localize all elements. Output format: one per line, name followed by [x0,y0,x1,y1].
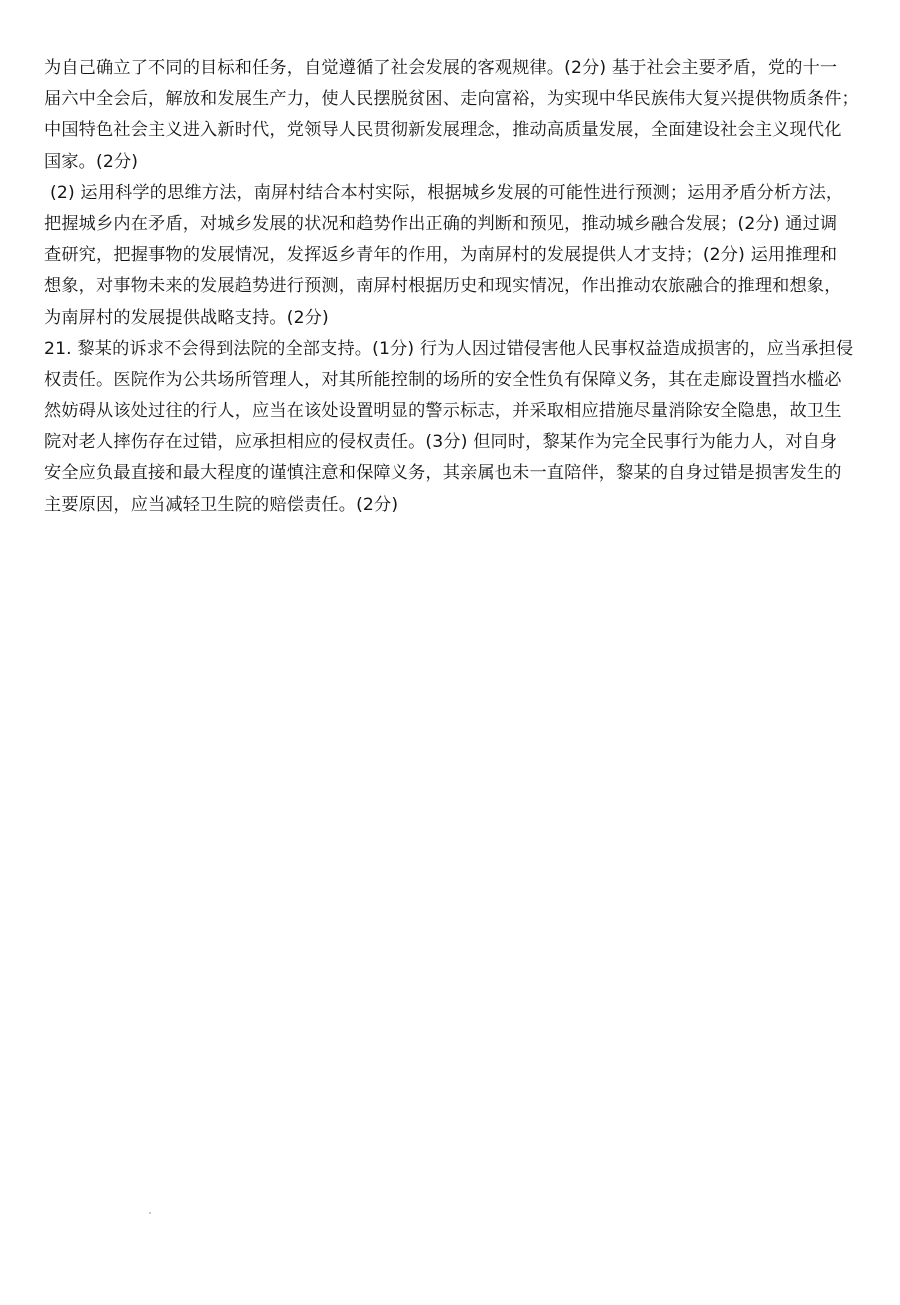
text-line: 国家。(2分) [44,151,139,172]
text-line: 权责任。医院作为公共场所管理人，对其所能控制的场所的安全性负有保障义务，其在走廊设置挡水槛必 [44,369,842,390]
text-line: 然妨碍从该处过往的行人，应当在该处设置明显的警示标志，并采取相应措施尽量消除安全隐患，故卫生 [44,401,842,422]
paragraph-answer-1-continuation [44,53,859,178]
text-line: 把握城乡内在矛盾，对城乡发展的状况和趋势作出正确的判断和预见，推动城乡融合发展；(2分) 通过调 [44,213,838,234]
answer-text-body [44,53,859,521]
text-line: 查研究，把握事物的发展情况，发挥返乡青年的作用，为南屏村的发展提供人才支持；(2分) 运用推理和 [44,245,838,266]
text-line: 想象，对事物未来的发展趋势进行预测，南屏村根据历史和现实情况，作出推动农旅融合的推理和想象， [44,276,842,297]
text-line: 为南屏村的发展提供战略支持。(2分) [44,307,329,328]
text-line: 为自己确立了不同的目标和任务，自觉遵循了社会发展的客观规律。(2分) 基于社会主要矛盾，党的十一 [44,58,838,78]
text-line: (2) 运用科学的思维方法，南屏村结合本村实际，根据城乡发展的可能性进行预测；运用矛盾分析方法， [50,182,844,203]
text-line: 院对老人摔伤存在过错，应承担相应的侵权责任。(3分) 但同时，黎某作为完全民事行为能力人，对自身 [44,432,838,453]
scan-speck [149,1212,151,1214]
text-line: 21. 黎某的诉求不会得到法院的全部支持。(1分) 行为人因过错侵害他人民事权益造成损害的，应当承担侵 [44,338,854,359]
paragraph-question-21-answer [44,334,854,521]
paragraph-answer-2 [44,178,854,334]
text-line: 中国特色社会主义进入新时代，党领导人民贯彻新发展理念，推动高质量发展，全面建设社会主义现代化 [44,120,842,141]
text-line: 主要原因，应当减轻卫生院的赔偿责任。(2分) [44,494,399,515]
text-line: 届六中全会后，解放和发展生产力，使人民摆脱贫困、走向富裕，为实现中华民族伟大复兴提供物质条件； [44,89,859,110]
text-line: 安全应负最直接和最大程度的谨慎注意和保障义务，其亲属也未一直陪伴，黎某的自身过错是损害发生的 [44,463,842,484]
